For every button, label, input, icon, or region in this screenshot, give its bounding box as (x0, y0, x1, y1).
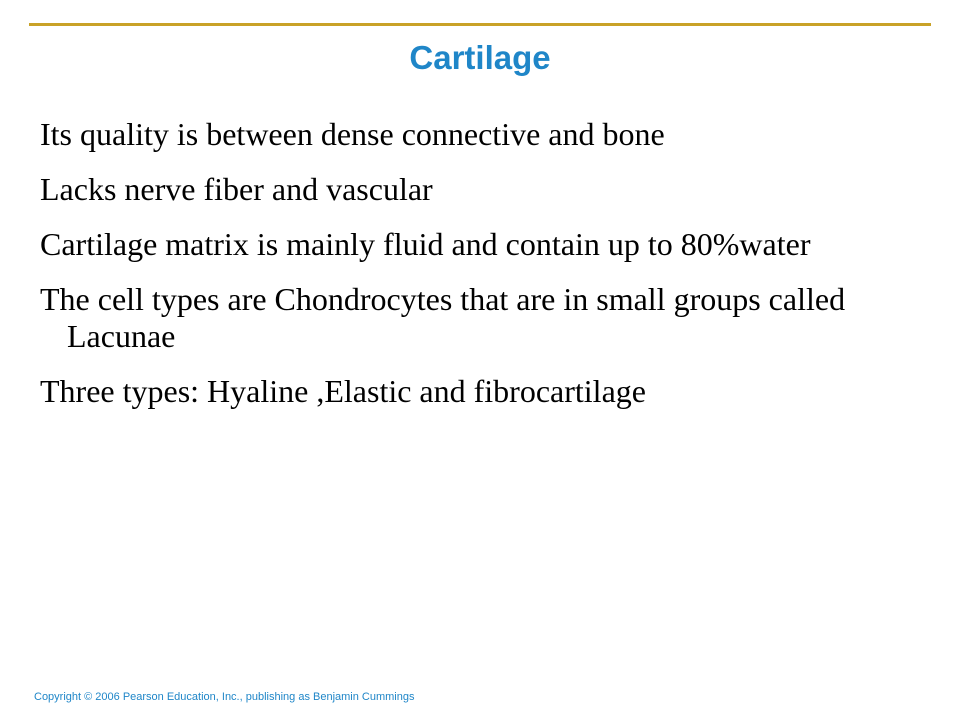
bullet-item: The cell types are Chondrocytes that are in small groups called Lacunae (40, 281, 846, 354)
top-divider (29, 23, 931, 26)
bullet-item: Lacks nerve fiber and vascular (40, 171, 433, 207)
bullet-list (40, 116, 920, 428)
bullet-item: Its quality is between dense connective and bone (40, 116, 665, 152)
slide-title: Cartilage (409, 39, 551, 76)
copyright-footer: Copyright © 2006 Pearson Education, Inc., publishing as Benjamin Cummings (34, 691, 415, 703)
bullet-item: Cartilage matrix is mainly fluid and contain up to 80%water (40, 226, 811, 262)
bullet-item: Three types: Hyaline ,Elastic and fibrocartilage (40, 373, 646, 409)
